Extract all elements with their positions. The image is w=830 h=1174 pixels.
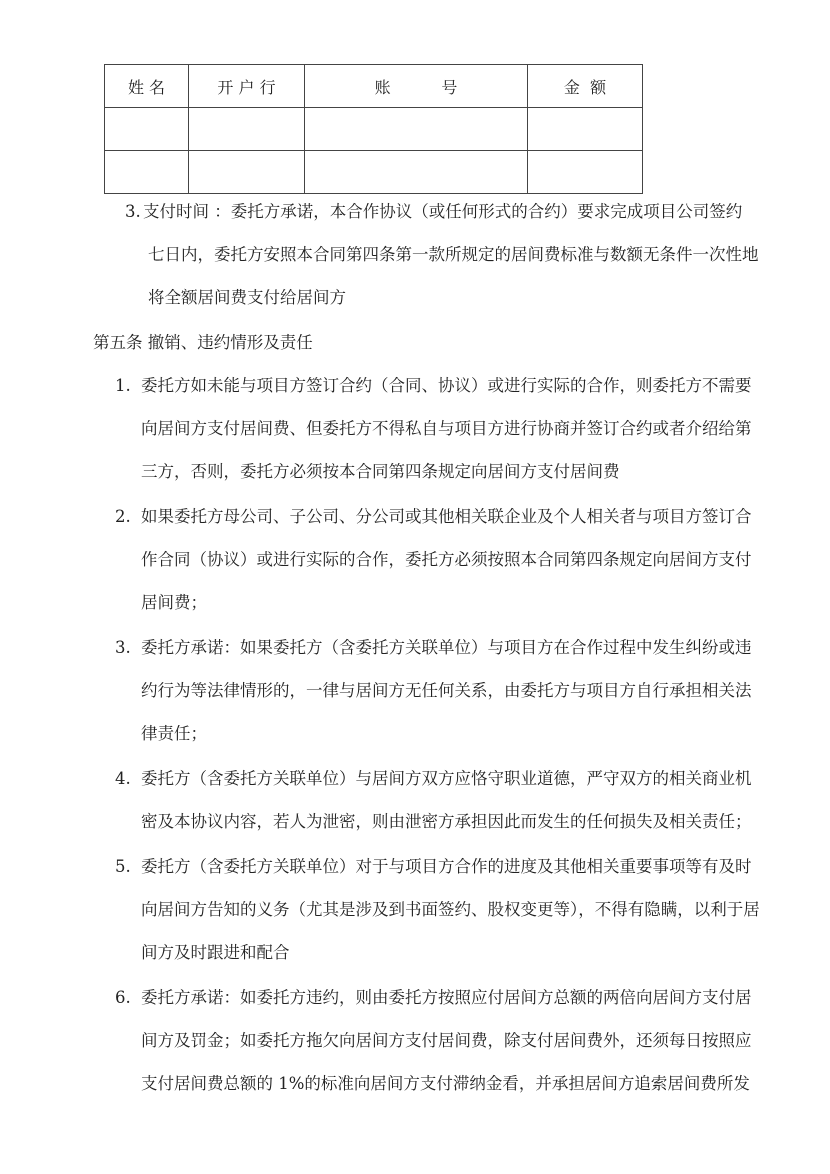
paragraph-line: 七日内，委托方安照本合同第四条第一款所规定的居间费标准与数额无条件一次性地 [148,245,759,264]
header-name: 姓 名 [105,65,189,108]
paragraph-line: 支付居间费总额的 1%的标准向居间方支付滞纳金看，并承担居间方追索居间费所发 [141,1074,750,1093]
item-number: 6. [115,988,131,1007]
paragraph-line: 间方及罚金；如委托方拖欠向居间方支付居间费，除支付居间费外，还须每日按照应 [141,1031,752,1050]
paragraph-line: 委托方（含委托方关联单位）对于与项目方合作的进度及其他相关重要事项等有及时 [141,857,752,876]
section-heading: 第五条 撤销、违约情形及责任 [93,333,313,352]
bank-account-table [104,64,643,194]
item-number: 4. [115,769,131,788]
paragraph-line: 间方及时跟进和配合 [141,943,290,962]
table-header-row [105,65,643,108]
paragraph-line: 如果委托方母公司、子公司、分公司或其他相关联企业及个人相关者与项目方签订合 [141,507,752,526]
paragraph-line: 委托方承诺：如果委托方（含委托方关联单位）与项目方在合作过程中发生纠纷或违 [141,638,752,657]
table-cell [305,108,528,151]
paragraph-line: 约行为等法律情形的，一律与居间方无任何关系，由委托方与项目方自行承担相关法 [141,681,752,700]
item-number: 5. [115,857,131,876]
paragraph-line: 将全额居间费支付给居间方 [148,288,346,307]
item-number: 1. [115,376,131,395]
table-cell [305,151,528,194]
paragraph-line: 作合同（协议）或进行实际的合作，委托方必须按照本合同第四条规定向居间方支付 [141,550,752,569]
table-cell [105,108,189,151]
paragraph-line: 向居间方支付居间费、但委托方不得私自与项目方进行协商并签订合约或者介绍给第 [141,419,752,438]
paragraph-line: 支付时间 ：委托方承诺，本合作协议（或任何形式的合约）要求完成项目公司签约 [143,202,743,221]
paragraph-line: 三方，否则，委托方必须按本合同第四条规定向居间方支付居间费 [141,462,620,481]
table-row [105,108,643,151]
table-cell [528,108,643,151]
header-account: 账 号 [305,65,528,108]
paragraph-line: 委托方如未能与项目方签订合约（合同、协议）或进行实际的合作，则委托方不需要 [141,376,752,395]
table-row [105,151,643,194]
header-amount: 金 额 [528,65,643,108]
table-cell [189,108,305,151]
paragraph-line: 律责任； [141,724,207,743]
item-number: 2. [115,507,131,526]
item-number: 3. [115,638,131,657]
table-cell [189,151,305,194]
table-cell [528,151,643,194]
header-bank: 开 户 行 [189,65,305,108]
table-cell [105,151,189,194]
paragraph-line: 委托方（含委托方关联单位）与居间方双方应恪守职业道德，严守双方的相关商业机 [141,769,752,788]
paragraph-line: 委托方承诺：如委托方违约，则由委托方按照应付居间方总额的两倍向居间方支付居 [141,988,752,1007]
paragraph-line: 向居间方告知的义务（尤其是涉及到书面签约、股权变更等），不得有隐瞒，以利于居 [141,900,760,919]
item-number: 3. [125,202,141,221]
paragraph-line: 密及本协议内容，若人为泄密，则由泄密方承担因此而发生的任何损失及相关责任； [141,812,752,831]
paragraph-line: 居间费； [141,593,207,612]
